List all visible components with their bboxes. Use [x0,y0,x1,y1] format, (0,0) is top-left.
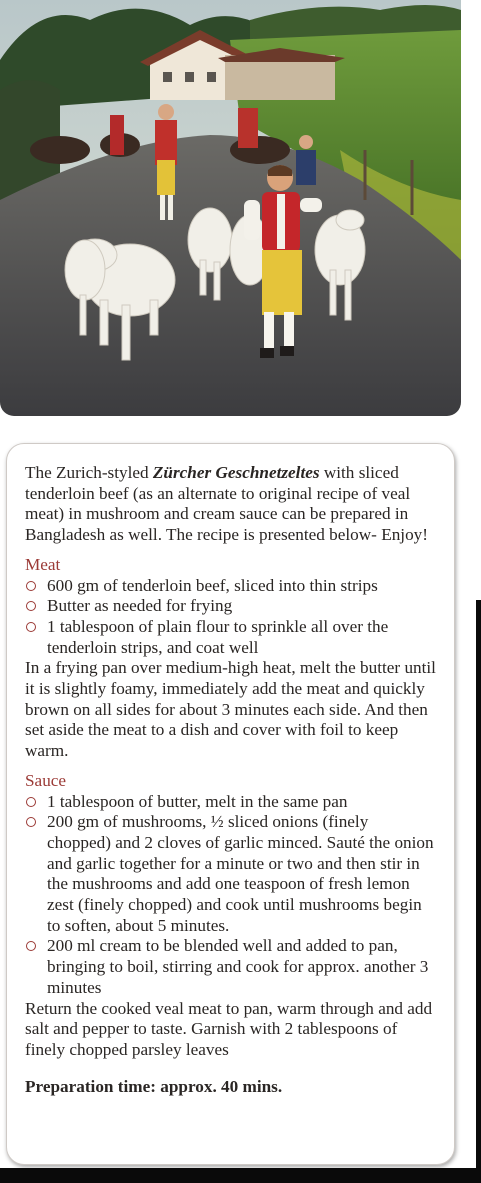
list-item-text: 1 tablespoon of butter, melt in the same pan [47,791,348,811]
list-item-text: 1 tablespoon of plain flour to sprinkle all over the tenderloin strips, and coat well [47,616,389,657]
meat-method: In a frying pan over medium-high heat, melt the butter until it is slightly foamy, immediately add the meat and quickly brown on all sides for about 3 minutes each side. And then set aside the meat to a dish and cover with foil to keep warm. [25,658,436,761]
intro-text-end: with sliced tenderloin beef (as an alternate to original recipe of veal meat) in mushroom and cream sauce can be prepared in Bangladesh as well. The recipe is presented below- Enjoy! [25,463,428,545]
list-item-text: 200 ml cream to be blended well and added to pan, bringing to boil, stirring and cook for approx. another 3 minutes [47,936,429,997]
list-item-text: Butter as needed for frying [47,596,233,616]
list-item [25,936,436,998]
sauce-ingredient-list [25,792,436,999]
preparation-time: Preparation time: approx. 40 mins. [25,1076,283,1096]
meat-ingredient-list [25,576,436,659]
list-item [25,596,436,617]
list-item [25,792,436,813]
list-item-text: 600 gm of tenderloin beef, sliced into thin strips [47,575,378,595]
list-item [25,617,436,658]
intro-text-start: The Zurich-styled [25,463,153,482]
circle-bullet-icon [26,622,36,632]
bottom-edge-bar [0,1168,481,1183]
circle-bullet-icon [26,817,36,827]
circle-bullet-icon [26,797,36,807]
goat-procession-image [0,0,461,416]
page-edge-shadow [476,600,481,1168]
meat-heading: Meat [25,554,61,574]
list-item-text: 200 gm of mushrooms, ½ sliced onions (finely chopped) and 2 cloves of garlic minced. Sauté the onion and garlic together for a minute or two and then stir in the mushrooms and add one teaspoon of fresh lemon zest (finely chopped) and cook until mushrooms begin to soften, about 5 minutes. [47,812,434,935]
sauce-method: Return the cooked veal meat to pan, warm through and add salt and pepper to taste. Garnish with 2 tablespoons of finely chopped parsley leaves [25,998,433,1059]
dish-name: Zürcher Geschnetzeltes [152,463,320,482]
circle-bullet-icon [26,581,36,591]
header-photo [0,0,461,416]
list-item [25,576,436,597]
sauce-heading: Sauce [25,770,67,790]
recipe-intro [25,463,436,546]
circle-bullet-icon [26,601,36,611]
list-item [25,812,436,936]
recipe-card [6,443,455,1165]
circle-bullet-icon [26,941,36,951]
